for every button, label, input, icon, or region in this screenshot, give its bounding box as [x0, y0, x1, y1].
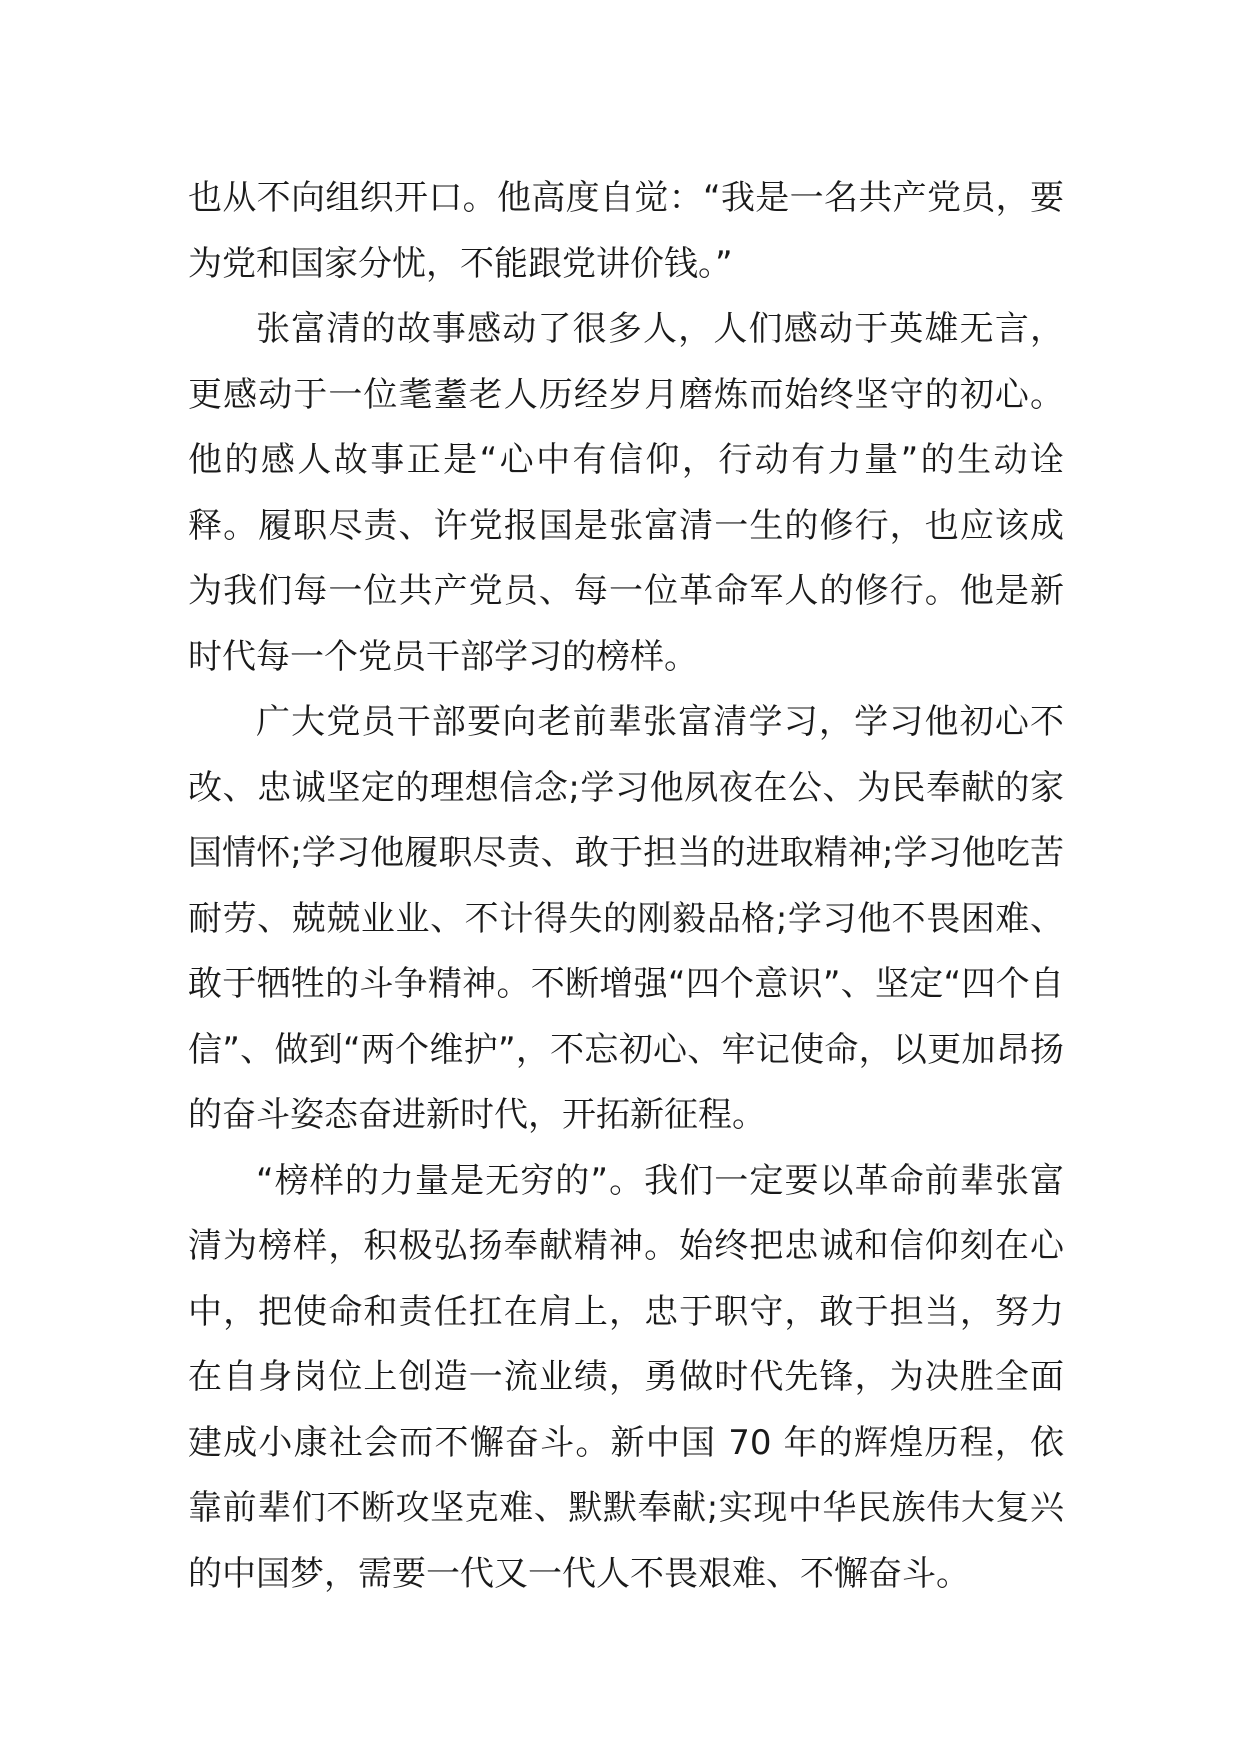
paragraph-4: “榜样的力量是无穷的”。我们一定要以革命前辈张富清为榜样，积极弘扬奉献精神。始终把忠诚和信仰刻在心中，把使命和责任扛在肩上，忠于职守，敢于担当，努力在自身岗位上创造一流业绩，勇做时代先锋，为决胜全面建成小康社会而不懈奋斗。新中国 70 年的辉煌历程，依靠前辈们不断攻坚克难、默默奉献;实现中华民族伟大复兴的中国梦，需要一代又一代人不畏艰难、不懈奋斗。 [188, 1160, 1065, 1594]
paragraph-3: 广大党员干部要向老前辈张富清学习，学习他初心不改、忠诚坚定的理想信念;学习他夙夜在公、为民奉献的家国情怀;学习他履职尽责、敢于担当的进取精神;学习他吃苦耐劳、兢兢业业、不计得失的刚毅品格;学习他不畏困难、敢于牺牲的斗争精神。不断增强“四个意识”、坚定“四个自信”、做到“两个维护”，不忘初心、牢记使命，以更加昂扬的奋斗姿态奋进新时代，开拓新征程。 [188, 702, 1065, 1135]
paragraph-1: 也从不向组织开口。他高度自觉：“我是一名共产党员，要为党和国家分忧，不能跟党讲价钱。” [188, 178, 1064, 284]
paragraph-2: 张富清的故事感动了很多人，人们感动于英雄无言，更感动于一位耄耋老人历经岁月磨炼而始终坚守的初心。他的感人故事正是“心中有信仰，行动有力量”的生动诠释。履职尽责、许党报国是张富清一生的修行，也应该成为我们每一位共产党员、每一位革命军人的修行。他是新时代每一个党员干部学习的榜样。 [188, 309, 1064, 677]
body-text [188, 166, 1064, 1607]
